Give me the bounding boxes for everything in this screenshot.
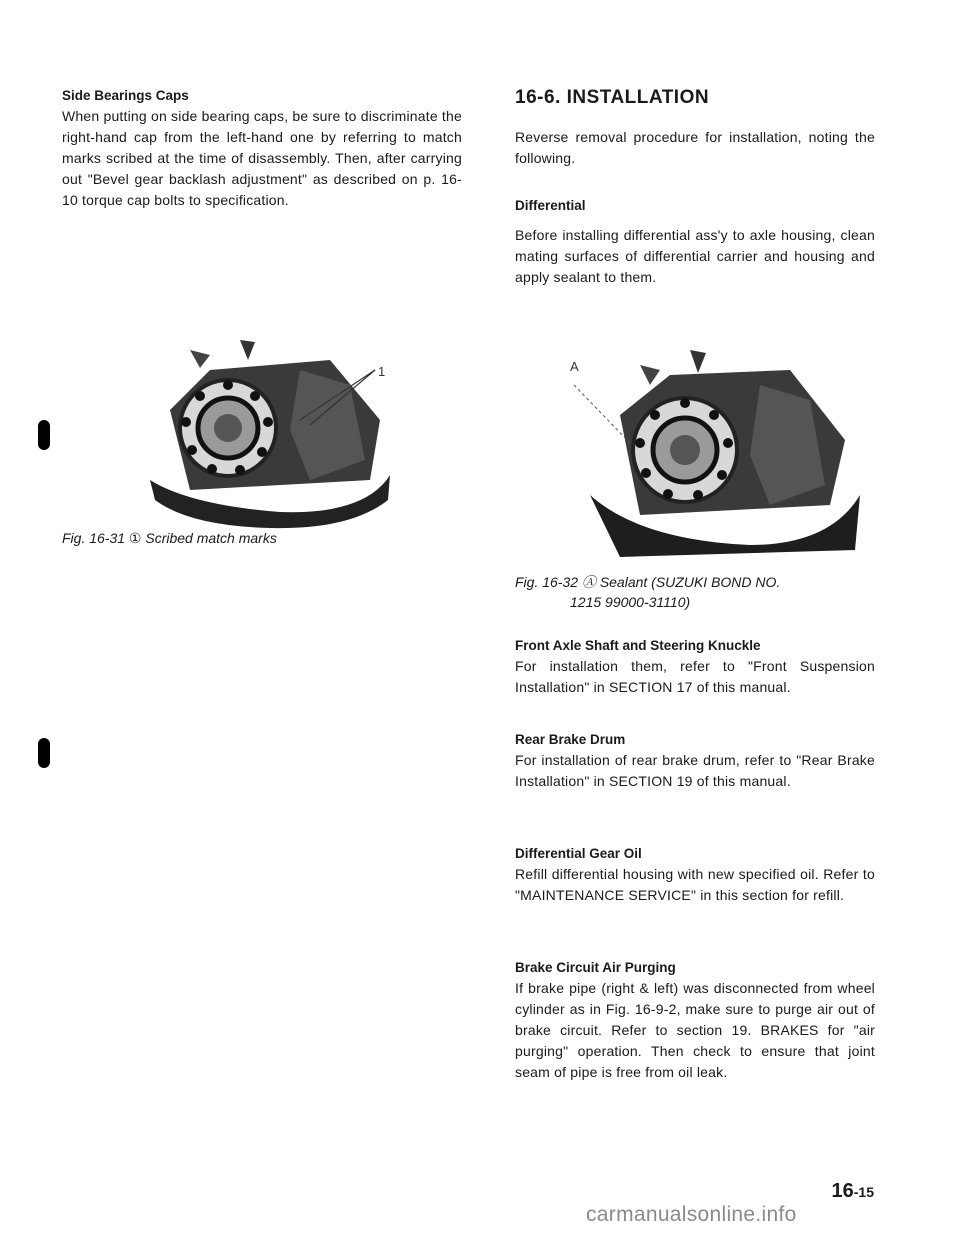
- front-axle-heading: Front Axle Shaft and Steering Knuckle: [515, 638, 761, 653]
- rear-brake-heading: Rear Brake Drum: [515, 732, 626, 747]
- differential-text: Before installing differential ass'y to axle housing, clean mating surfaces of differential carrier and housing and apply sealant to them.: [515, 227, 875, 285]
- figure-16-31: [150, 330, 410, 530]
- gear-oil-section: [515, 844, 875, 906]
- gear-oil-text: Refill differential housing with new specified oil. Refer to "MAINTENANCE SERVICE" in this section for refill.: [515, 866, 875, 903]
- left-column: [62, 86, 462, 211]
- binder-hole: [38, 738, 50, 768]
- figure-callout-1: 1: [378, 364, 386, 379]
- differential-photo-right: [560, 345, 870, 560]
- installation-title: 16-6. INSTALLATION: [515, 87, 710, 108]
- page-number-sub: -15: [853, 1184, 874, 1200]
- right-column: [515, 86, 875, 288]
- air-purging-heading: Brake Circuit Air Purging: [515, 960, 676, 975]
- binder-hole: [38, 420, 50, 450]
- differential-heading: Differential: [515, 198, 586, 213]
- air-purging-section: [515, 958, 875, 1083]
- figure-16-32: [560, 345, 870, 560]
- installation-intro: Reverse removal procedure for installation, noting the following.: [515, 129, 875, 166]
- differential-photo-left: [150, 330, 410, 530]
- figure-callout-a: A: [570, 359, 579, 374]
- rear-brake-section: [515, 730, 875, 792]
- side-bearings-text: When putting on side bearing caps, be sure to discriminate the right-hand cap from the left-hand one by referring to match marks scribed at the time of disassembly. Then, after carrying out "Bevel gear backlash adjustment" as described on p. 16-10 torque cap bolts to specification.: [62, 108, 462, 208]
- front-axle-section: [515, 636, 875, 698]
- rear-brake-text: For installation of rear brake drum, refer to "Rear Brake Installation" in SECTION 19 of this manual.: [515, 752, 875, 789]
- page-number-main: 16: [831, 1180, 854, 1202]
- footer-watermark: carmanualsonline.info: [586, 1203, 797, 1226]
- side-bearings-heading: Side Bearings Caps: [62, 88, 189, 103]
- page-number: [832, 1180, 874, 1203]
- air-purging-text: If brake pipe (right & left) was disconnected from wheel cylinder as in Fig. 16-9-2, make sure to purge air out of brake circuit. Refer to section 19. BRAKES for "air purging" operation. Then check to ensure that joint seam of pipe is free from oil leak.: [515, 980, 875, 1080]
- figure-16-32-caption-line2: 1215 99000-31110): [570, 594, 691, 610]
- gear-oil-heading: Differential Gear Oil: [515, 846, 642, 861]
- figure-16-32-caption-line1: Fig. 16-32 Ⓐ Sealant (SUZUKI BOND NO.: [515, 574, 781, 590]
- figure-16-31-caption: Fig. 16-31 ① Scribed match marks: [62, 530, 277, 546]
- front-axle-text: For installation them, refer to "Front Suspension Installation" in SECTION 17 of this manual.: [515, 658, 875, 695]
